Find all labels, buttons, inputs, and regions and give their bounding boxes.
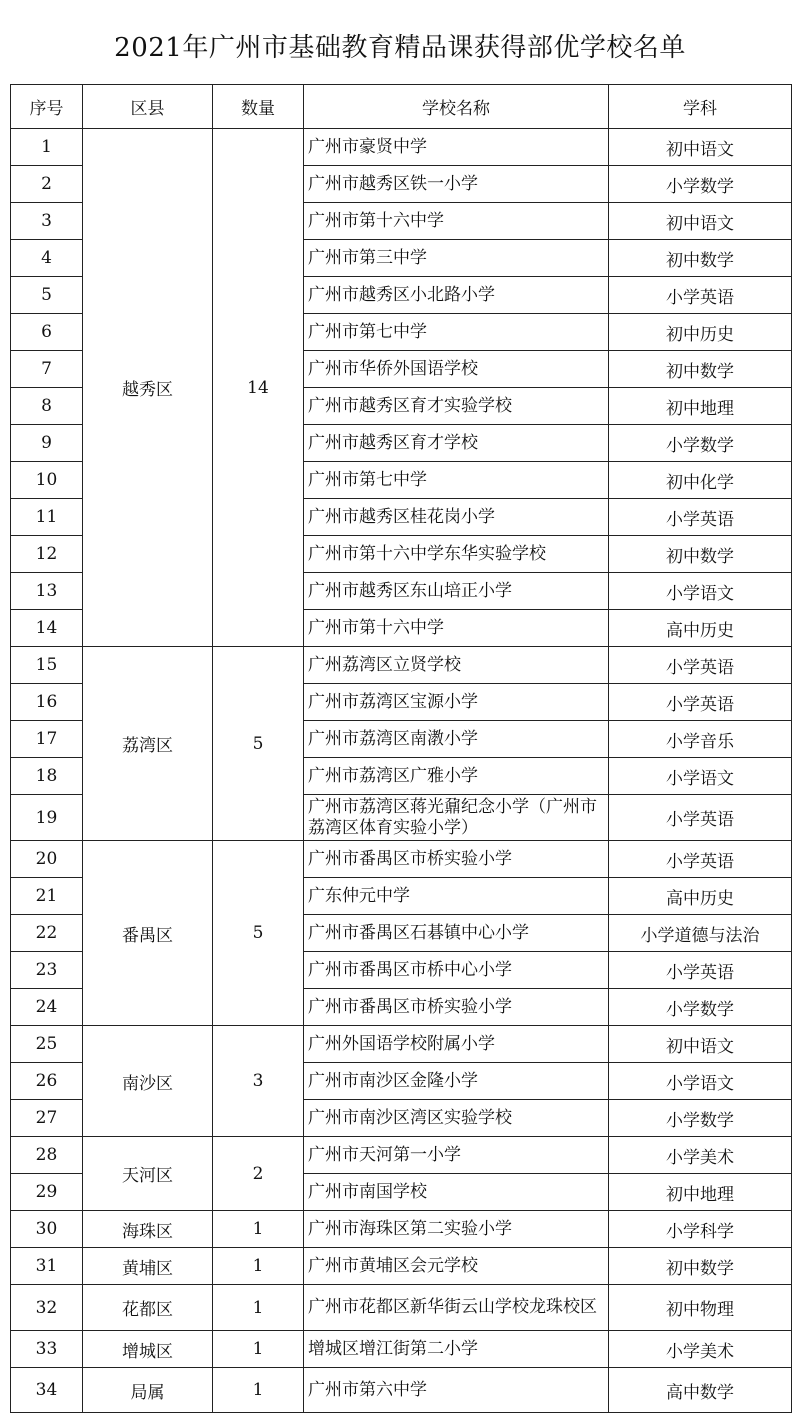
row-no: 18: [11, 758, 83, 795]
subject: 小学数学: [609, 425, 792, 462]
school-name: 广州荔湾区立贤学校: [304, 647, 609, 684]
header-serial: 序号: [11, 85, 83, 129]
subject: 初中地理: [609, 1174, 792, 1211]
header-school: 学校名称: [304, 85, 609, 129]
document-title: 2021年广州市基础教育精品课获得部优学校名单: [114, 33, 686, 63]
school-name: 广州市番禺区市桥实验小学: [304, 841, 609, 878]
school-name: 广州市海珠区第二实验小学: [304, 1211, 609, 1248]
row-no: 19: [11, 795, 83, 841]
subject: 小学美术: [609, 1331, 792, 1368]
school-name: 广州外国语学校附属小学: [304, 1026, 609, 1063]
table-row: [11, 1137, 792, 1174]
row-no: 27: [11, 1100, 83, 1137]
count-cell: 5: [213, 647, 304, 841]
table-row: [11, 1331, 792, 1368]
row-no: 34: [11, 1368, 83, 1413]
row-no: 15: [11, 647, 83, 684]
table-row: [11, 1211, 792, 1248]
school-name: 广州市越秀区桂花岗小学: [304, 499, 609, 536]
subject: 小学科学: [609, 1211, 792, 1248]
subject: 小学英语: [609, 952, 792, 989]
school-name: 广州市第七中学: [304, 314, 609, 351]
school-name: 广州市番禺区市桥实验小学: [304, 989, 609, 1026]
header-district: 区县: [83, 85, 213, 129]
table-row: [11, 841, 792, 878]
school-name: 增城区增江街第二小学: [304, 1331, 609, 1368]
subject: 小学英语: [609, 841, 792, 878]
count-cell: 1: [213, 1331, 304, 1368]
row-no: 26: [11, 1063, 83, 1100]
district-cell: 天河区: [83, 1137, 213, 1211]
school-name: 广州市第十六中学东华实验学校: [304, 536, 609, 573]
row-no: 16: [11, 684, 83, 721]
row-no: 21: [11, 878, 83, 915]
school-name: 广东仲元中学: [304, 878, 609, 915]
school-name: 广州市越秀区育才学校: [304, 425, 609, 462]
school-name: 广州市番禺区石碁镇中心小学: [304, 915, 609, 952]
school-name: 广州市第十六中学: [304, 203, 609, 240]
table-row: [11, 1285, 792, 1331]
row-no: 9: [11, 425, 83, 462]
subject: 初中数学: [609, 240, 792, 277]
subject: 小学英语: [609, 277, 792, 314]
school-name: 广州市荔湾区广雅小学: [304, 758, 609, 795]
count-cell: 1: [213, 1368, 304, 1413]
district-cell: 南沙区: [83, 1026, 213, 1137]
row-no: 8: [11, 388, 83, 425]
school-name: 广州市花都区新华街云山学校龙珠校区: [304, 1285, 609, 1331]
table-row: [11, 1248, 792, 1285]
district-cell: 越秀区: [83, 129, 213, 647]
subject: 小学语文: [609, 1063, 792, 1100]
row-no: 17: [11, 721, 83, 758]
row-no: 10: [11, 462, 83, 499]
row-no: 33: [11, 1331, 83, 1368]
subject: 小学数学: [609, 166, 792, 203]
count-cell: 5: [213, 841, 304, 1026]
count-cell: 1: [213, 1248, 304, 1285]
subject: 小学道德与法治: [609, 915, 792, 952]
school-name: 广州市南沙区金隆小学: [304, 1063, 609, 1100]
row-no: 2: [11, 166, 83, 203]
row-no: 32: [11, 1285, 83, 1331]
district-cell: 海珠区: [83, 1211, 213, 1248]
subject: 高中历史: [609, 610, 792, 647]
subject: 初中数学: [609, 1248, 792, 1285]
school-name: 广州市豪贤中学: [304, 129, 609, 166]
row-no: 13: [11, 573, 83, 610]
row-no: 25: [11, 1026, 83, 1063]
school-name: 广州市华侨外国语学校: [304, 351, 609, 388]
subject: 高中数学: [609, 1368, 792, 1413]
subject: 小学数学: [609, 989, 792, 1026]
school-name: 广州市荔湾区蒋光鼐纪念小学（广州市荔湾区体育实验小学）: [304, 795, 609, 841]
subject: 小学英语: [609, 499, 792, 536]
subject: 初中地理: [609, 388, 792, 425]
count-cell: 3: [213, 1026, 304, 1137]
district-cell: 花都区: [83, 1285, 213, 1331]
count-cell: 1: [213, 1211, 304, 1248]
subject: 小学音乐: [609, 721, 792, 758]
school-name: 广州市黄埔区会元学校: [304, 1248, 609, 1285]
school-name: 广州市越秀区育才实验学校: [304, 388, 609, 425]
subject: 小学数学: [609, 1100, 792, 1137]
district-cell: 黄埔区: [83, 1248, 213, 1285]
header-count: 数量: [213, 85, 304, 129]
row-no: 30: [11, 1211, 83, 1248]
subject: 初中语文: [609, 203, 792, 240]
row-no: 11: [11, 499, 83, 536]
subject: 高中历史: [609, 878, 792, 915]
school-name: 广州市南沙区湾区实验学校: [304, 1100, 609, 1137]
row-no: 1: [11, 129, 83, 166]
subject: 初中语文: [609, 129, 792, 166]
row-no: 12: [11, 536, 83, 573]
subject: 初中物理: [609, 1285, 792, 1331]
count-cell: 1: [213, 1285, 304, 1331]
school-name: 广州市天河第一小学: [304, 1137, 609, 1174]
school-name: 广州市南国学校: [304, 1174, 609, 1211]
subject: 小学语文: [609, 758, 792, 795]
count-cell: 2: [213, 1137, 304, 1211]
subject: 小学美术: [609, 1137, 792, 1174]
count-cell: 14: [213, 129, 304, 647]
table-row: [11, 647, 792, 684]
district-cell: 荔湾区: [83, 647, 213, 841]
subject: 小学英语: [609, 795, 792, 841]
school-name: 广州市第三中学: [304, 240, 609, 277]
row-no: 28: [11, 1137, 83, 1174]
school-name: 广州市越秀区小北路小学: [304, 277, 609, 314]
school-name: 广州市番禺区市桥中心小学: [304, 952, 609, 989]
row-no: 31: [11, 1248, 83, 1285]
table-header-row: [11, 85, 792, 129]
row-no: 14: [11, 610, 83, 647]
school-name: 广州市荔湾区南漖小学: [304, 721, 609, 758]
row-no: 6: [11, 314, 83, 351]
school-name: 广州市第七中学: [304, 462, 609, 499]
subject: 初中语文: [609, 1026, 792, 1063]
row-no: 22: [11, 915, 83, 952]
row-no: 4: [11, 240, 83, 277]
subject: 初中化学: [609, 462, 792, 499]
district-cell: 番禺区: [83, 841, 213, 1026]
row-no: 20: [11, 841, 83, 878]
table-row: [11, 1026, 792, 1063]
row-no: 5: [11, 277, 83, 314]
subject: 初中数学: [609, 351, 792, 388]
school-name: 广州市第十六中学: [304, 610, 609, 647]
row-no: 24: [11, 989, 83, 1026]
district-cell: 增城区: [83, 1331, 213, 1368]
subject: 初中历史: [609, 314, 792, 351]
school-name: 广州市荔湾区宝源小学: [304, 684, 609, 721]
school-list-table: [10, 84, 792, 1413]
row-no: 23: [11, 952, 83, 989]
row-no: 3: [11, 203, 83, 240]
school-name: 广州市越秀区东山培正小学: [304, 573, 609, 610]
subject: 初中数学: [609, 536, 792, 573]
subject: 小学语文: [609, 573, 792, 610]
school-name: 广州市第六中学: [304, 1368, 609, 1413]
school-name: 广州市越秀区铁一小学: [304, 166, 609, 203]
table-row: [11, 1368, 792, 1413]
header-subject: 学科: [609, 85, 792, 129]
row-no: 7: [11, 351, 83, 388]
subject: 小学英语: [609, 647, 792, 684]
row-no: 29: [11, 1174, 83, 1211]
district-cell: 局属: [83, 1368, 213, 1413]
subject: 小学英语: [609, 684, 792, 721]
table-row: [11, 129, 792, 166]
